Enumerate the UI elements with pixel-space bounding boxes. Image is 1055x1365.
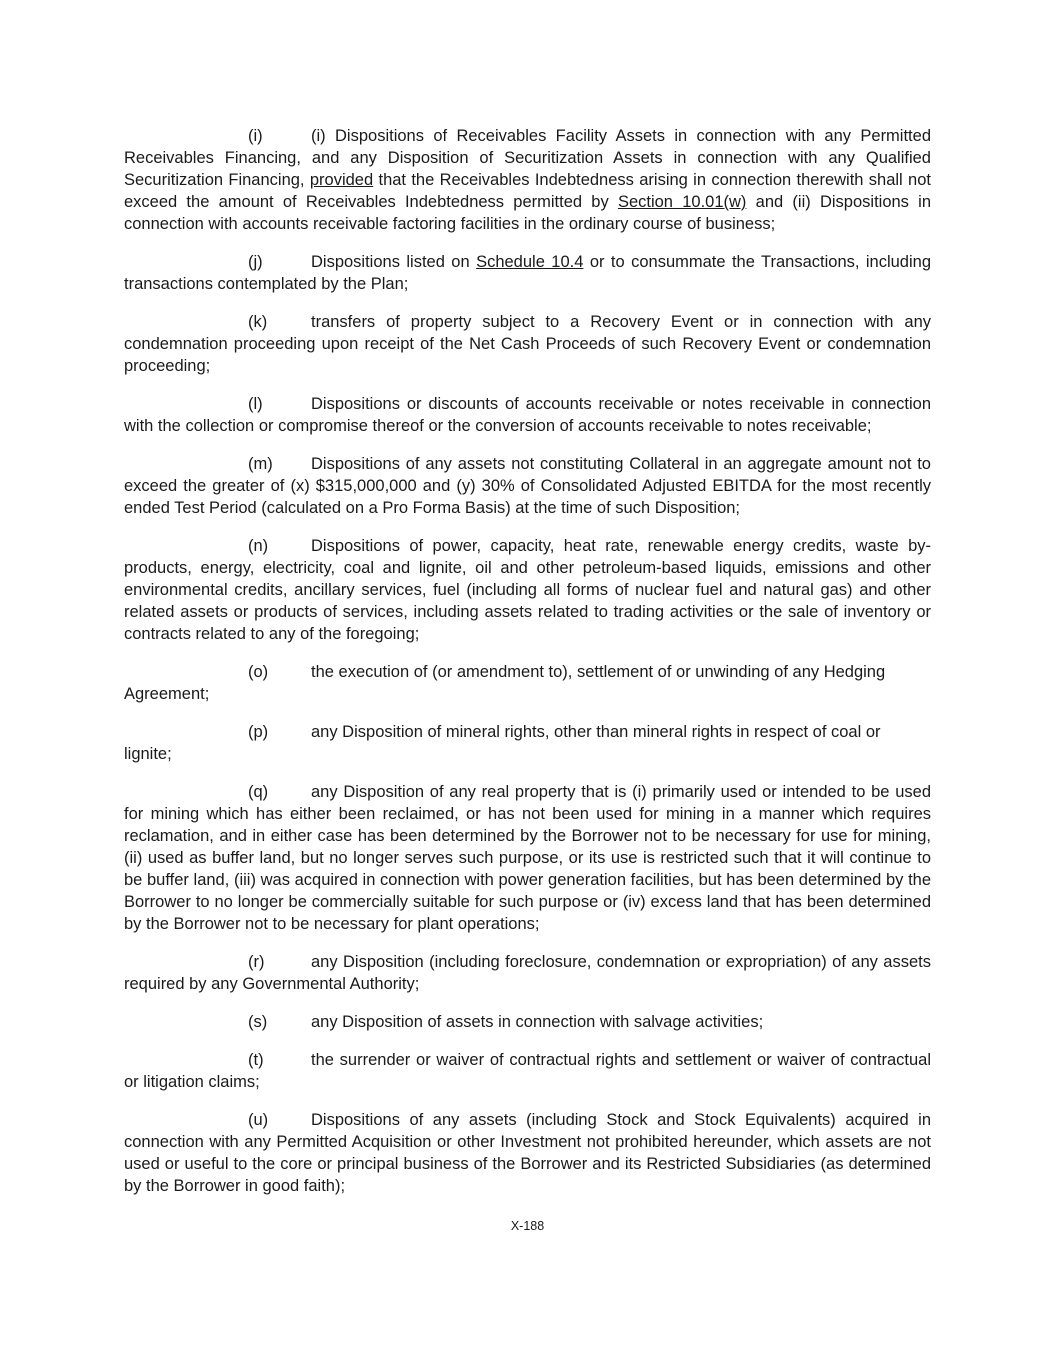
clause-s: (s) any Disposition of assets in connection with salvage activities;: [248, 1013, 764, 1031]
clause-n: (n) Dispositions of power, capacity, heat rate, renewable energy credits, waste by-products, energy, electricity, coal and lignite, oil and other petroleum-based liquids, emissions and other environmental credits, ancillary services, fuel (including all forms of nuclear fuel and natural gas) and other related assets or products of services, including assets related to trading activities or the sale of inventory or contracts related to any of the foregoing;: [124, 537, 931, 643]
clause-label: (n): [248, 537, 269, 555]
clause-label: (r): [248, 953, 265, 971]
section-reference: Section 10.01(w): [617, 193, 747, 211]
clause-label: (u): [248, 1111, 269, 1129]
clause-i: (i) (i) Dispositions of Receivables Facility Assets in connection with any Permitted Receivables Financing, and any Disposition of Securitization Assets in connection with any Qualified Securitization Financing, provided that the Receivables Indebtedness arising in connection therewith shall not exceed the amount of Receivables Indebtedness permitted by Section 10.01(w) and (ii) Dispositions in connection with accounts receivable factoring facilities in the ordinary course of business;: [124, 127, 931, 233]
clause-t: (t) the surrender or waiver of contractual rights and settlement or waiver of contractual or litigation claims;: [124, 1051, 931, 1091]
clause-label: (l): [248, 395, 263, 413]
clause-q: (q) any Disposition of any real property that is (i) primarily used or intended to be used for mining which has either been reclaimed, or has not been used for mining in a manner which requires reclamation, and in either case has been determined by the Borrower not to be necessary for use for mining, (ii) used as buffer land, but no longer serves such purpose, or its use is restricted such that it will continue to be buffer land, (iii) was acquired in connection with power generation facilities, but has been determined by the Borrower to no longer be commercially suitable for such purpose or (iv) excess land that has been determined by the Borrower not to be necessary for plant operations;: [124, 783, 931, 933]
clause-r: (r) any Disposition (including foreclosure, condemnation or expropriation) of any assets required by any Governmental Authority;: [124, 953, 931, 993]
clause-label: (i): [248, 127, 263, 145]
clause-label: (q): [248, 783, 269, 801]
clause-label: (j): [248, 253, 263, 271]
schedule-reference: Schedule 10.4: [476, 253, 584, 271]
clause-label: (s): [248, 1013, 268, 1031]
document-body: [124, 125, 931, 1213]
page-number: X-188: [510, 1219, 545, 1233]
clause-m: (m) Dispositions of any assets not constituting Collateral in an aggregate amount not to exceed the greater of (x) $315,000,000 and (y) 30% of Consolidated Adjusted EBITDA for the most recently ended Test Period (calculated on a Pro Forma Basis) at the time of such Disposition;: [124, 455, 931, 517]
clause-u: (u) Dispositions of any assets (including Stock and Stock Equivalents) acquired in connection with any Permitted Acquisition or other Investment not prohibited hereunder, which assets are not used or useful to the core or principal business of the Borrower and its Restricted Subsidiaries (as determined by the Borrower in good faith);: [124, 1111, 931, 1195]
clause-label: (p): [248, 723, 269, 741]
provided-term: provided: [309, 171, 374, 189]
clause-label: (k): [248, 313, 268, 331]
clause-l: (l) Dispositions or discounts of accounts receivable or notes receivable in connection with the collection or compromise thereof or the conversion of accounts receivable to notes receivable;: [124, 395, 931, 435]
clause-j: (j) Dispositions listed on Schedule 10.4 or to consummate the Transactions, including transactions contemplated by the Plan;: [124, 253, 931, 293]
clause-label: (m): [248, 455, 273, 473]
clause-k: (k) transfers of property subject to a Recovery Event or in connection with any condemnation proceeding upon receipt of the Net Cash Proceeds of such Recovery Event or condemnation proceeding;: [124, 313, 931, 375]
clause-o: (o) the execution of (or amendment to), settlement of or unwinding of any Hedging Agreement;: [124, 663, 886, 703]
clause-label: (t): [248, 1051, 264, 1069]
clause-label: (o): [248, 663, 269, 681]
clause-p: (p) any Disposition of mineral rights, other than mineral rights in respect of coal or lignite;: [124, 723, 881, 763]
